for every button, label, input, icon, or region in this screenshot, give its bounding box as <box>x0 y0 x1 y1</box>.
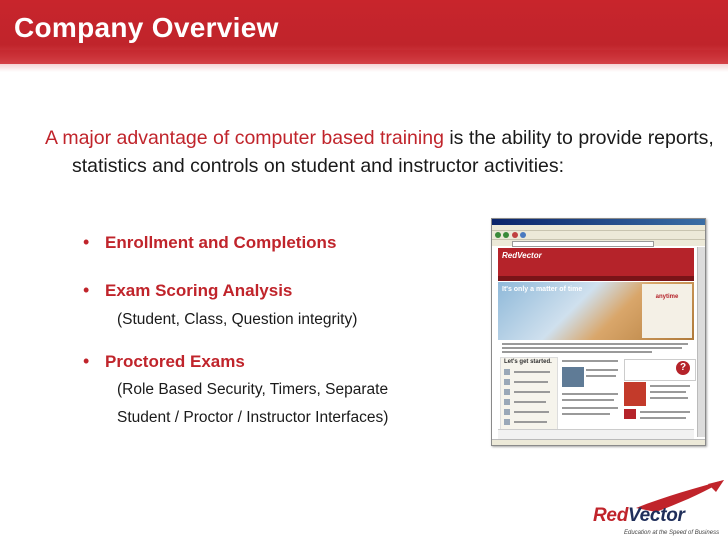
bullet-label: Exam Scoring Analysis <box>105 281 293 300</box>
list-icon <box>504 379 510 385</box>
intro-paragraph <box>45 124 728 180</box>
site-small-logo <box>624 409 636 419</box>
site-promo-box <box>624 382 646 406</box>
browser-scrollbar <box>697 247 705 437</box>
bullet-label: Enrollment and Completions <box>105 233 337 252</box>
bullet-dot-icon: • <box>83 351 90 371</box>
text-line <box>640 417 686 419</box>
list-icon <box>504 389 510 395</box>
intro-text: is the ability to provide reports, statistics and controls on student and instructor activities: <box>72 127 714 177</box>
text-line <box>586 369 618 371</box>
bullet-dot-icon: • <box>83 280 90 300</box>
intro-highlight: A major advantage of computer based training <box>45 127 444 149</box>
question-icon: ? <box>676 361 690 375</box>
brand-name-part1: Red <box>593 505 628 526</box>
text-line <box>562 393 618 395</box>
text-line <box>650 385 690 387</box>
list-icon <box>504 409 510 415</box>
site-getting-started-title: Let's get started. <box>504 359 552 365</box>
back-icon <box>495 232 501 238</box>
list-icon <box>504 369 510 375</box>
text-line <box>562 399 614 401</box>
site-logo: RedVector <box>502 251 542 260</box>
stop-icon <box>512 232 518 238</box>
website-screenshot <box>491 218 706 446</box>
slide-title: Company Overview <box>14 12 279 43</box>
site-hero-promo-text: anytime <box>655 294 679 300</box>
bullet-detail: Student / Proctor / Instructor Interfaces) <box>117 409 389 426</box>
bullet-detail: (Role Based Security, Timers, Separate <box>117 381 389 398</box>
site-nav <box>498 276 694 281</box>
text-line <box>650 397 688 399</box>
list-icon <box>504 419 510 425</box>
text-line <box>562 413 610 415</box>
brand-logo <box>593 505 685 527</box>
brand-tagline: Education at the Speed of Business <box>624 530 720 536</box>
text-line <box>514 371 550 373</box>
refresh-icon <box>520 232 526 238</box>
text-line <box>640 411 690 413</box>
title-bar-fade <box>0 50 728 72</box>
forward-icon <box>503 232 509 238</box>
text-line <box>514 381 548 383</box>
text-line <box>502 343 688 345</box>
browser-statusbar <box>492 439 705 446</box>
bullet-label: Proctored Exams <box>105 352 245 371</box>
list-icon <box>504 399 510 405</box>
address-field <box>512 241 654 247</box>
text-line <box>586 375 616 377</box>
site-photo <box>562 367 584 387</box>
text-line <box>514 421 547 423</box>
text-line <box>502 347 682 349</box>
text-line <box>562 407 618 409</box>
bullet-dot-icon: • <box>83 232 90 252</box>
text-line <box>650 391 686 393</box>
text-line <box>514 411 549 413</box>
text-line <box>514 401 546 403</box>
site-hero-promo <box>642 284 692 338</box>
text-line <box>562 360 618 362</box>
bullet-detail: (Student, Class, Question integrity) <box>117 311 358 328</box>
site-hero-text: It's only a matter of time <box>502 286 583 293</box>
text-line <box>514 391 550 393</box>
text-line <box>502 351 652 353</box>
brand-name-part2: Vector <box>628 505 685 526</box>
